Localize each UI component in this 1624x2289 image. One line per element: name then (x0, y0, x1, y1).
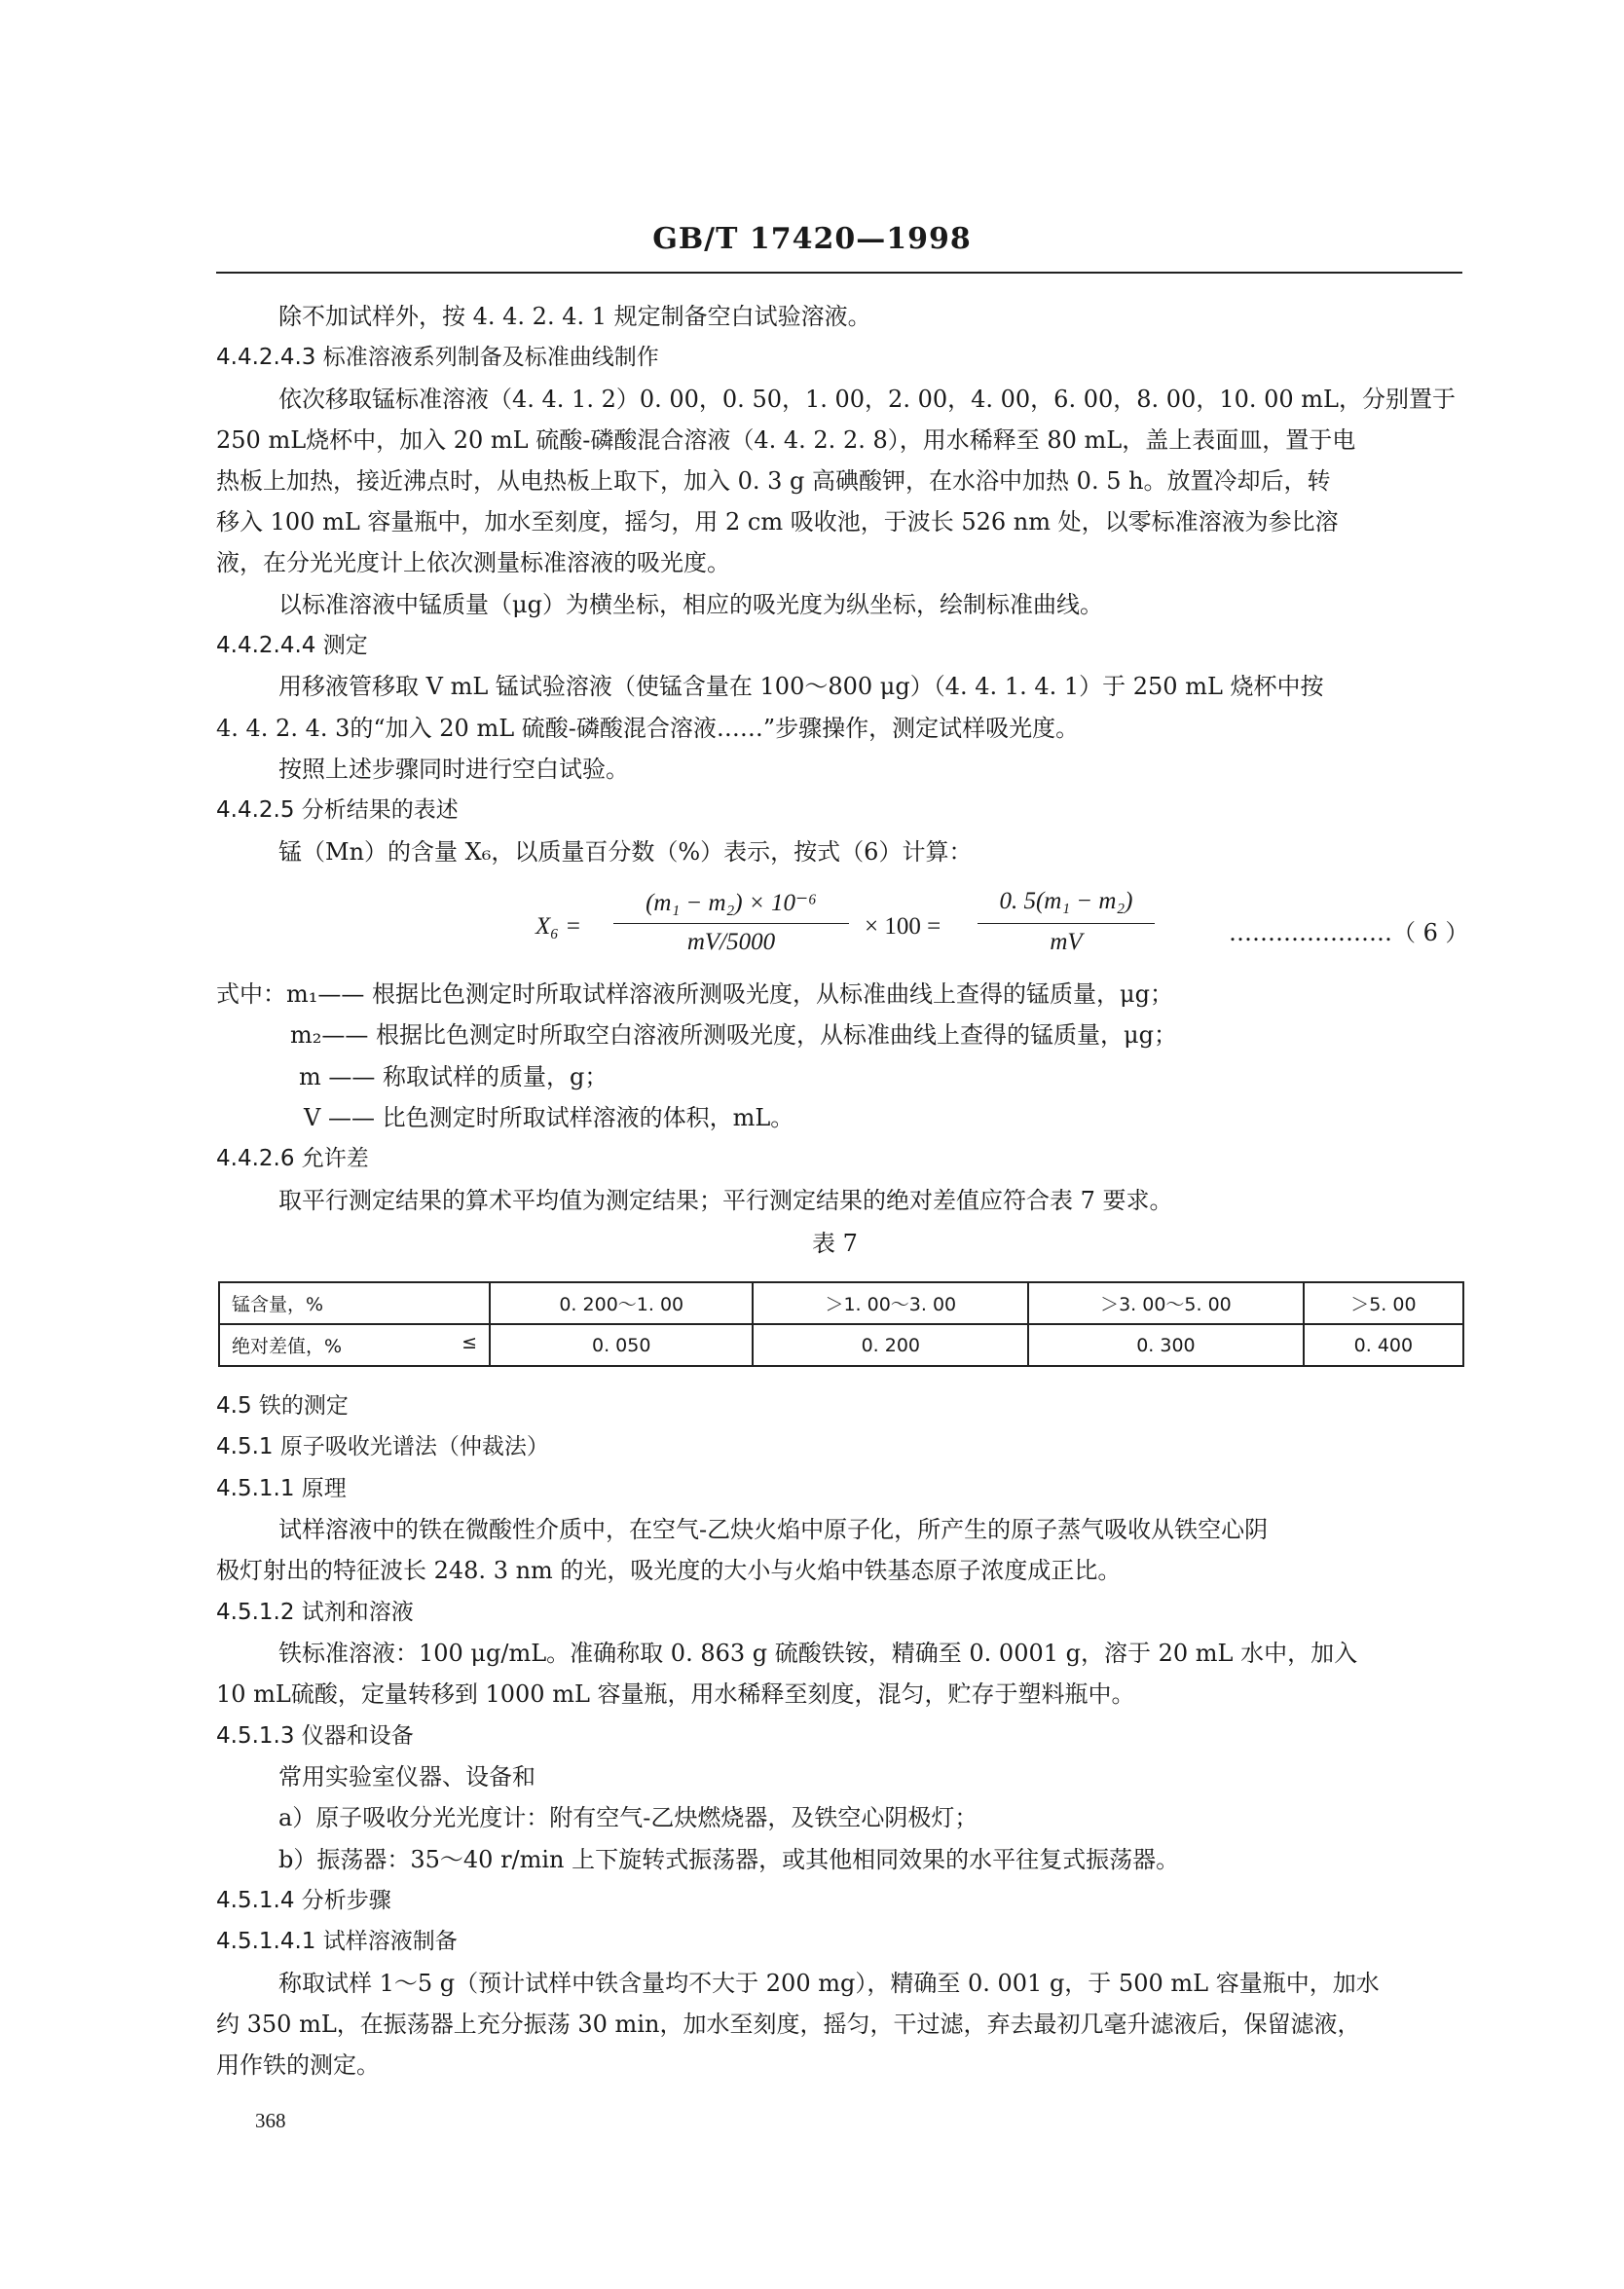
variable-definition: V —— 比色测定时所取试样溶液的体积，mL。 (304, 1104, 794, 1131)
table-cell (219, 1324, 490, 1366)
row-label: 绝对差值，% (232, 1336, 343, 1357)
variable-definition: m₂—— 根据比色测定时所取空白溶液所测吸光度，从标准曲线上查得的锰质量，μg； (290, 1021, 1177, 1049)
paragraph-line: 250 mL烧杯中，加入 20 mL 硫酸-磷酸混合溶液（4. 4. 2. 2. 8），用水稀释至 80 mL，盖上表面皿，置于电 (216, 426, 1356, 454)
paragraph-line: 取平行测定结果的算术平均值为测定结果；平行测定结果的绝对差值应符合表 7 要求。 (278, 1187, 1173, 1214)
table-title: 表 7 (812, 1230, 858, 1257)
paragraph-line: 除不加试样外，按 4. 4. 2. 4. 1 规定制备空白试验溶液。 (278, 303, 871, 330)
table-7 (218, 1281, 1464, 1367)
section-heading-4-5-1: 4.5.1 原子吸收光谱法（仲裁法） (216, 1434, 549, 1459)
paragraph-line: 约 350 mL，在振荡器上充分振荡 30 min，加水至刻度，摇匀，干过滤，弃去最初几毫升滤液后，保留滤液， (216, 2011, 1361, 2038)
section-heading-4-5-1-3: 4.5.1.3 仪器和设备 (216, 1723, 414, 1749)
table-cell: 0. 200 (753, 1324, 1028, 1366)
section-heading-4-4-2-6: 4.4.2.6 允许差 (216, 1146, 369, 1171)
formula-frac1-numerator: (m₁ − m₂) × 10⁻⁶ (646, 890, 817, 916)
formula-frac2-denominator: mV (1050, 929, 1083, 955)
formula-frac2-numerator: 0. 5(m₁ − m₂) (999, 888, 1133, 914)
table-cell: 0. 200～1. 00 (490, 1282, 753, 1324)
table-cell: 0. 400 (1304, 1324, 1463, 1366)
paragraph-line: 锰（Mn）的含量 X₆，以质量百分数（%）表示，按式（6）计算： (278, 838, 973, 866)
section-heading-4-4-2-5: 4.4.2.5 分析结果的表述 (216, 797, 459, 823)
list-item: a）原子吸收分光光度计：附有空气-乙炔燃烧器，及铁空心阴极灯； (278, 1804, 978, 1831)
formula-times-100: × 100 = (865, 913, 941, 940)
formula-lhs: X₆ = (535, 913, 582, 940)
table-cell: 锰含量，% (219, 1282, 490, 1324)
section-heading-4-5-1-4: 4.5.1.4 分析步骤 (216, 1888, 391, 1913)
list-item: b）振荡器：35～40 r/min 上下旋转式振荡器，或其他相同效果的水平往复式振荡器。 (278, 1846, 1180, 1873)
formula-frac1-denominator: mV/5000 (686, 929, 776, 955)
formula-frac1-bar (613, 923, 849, 924)
paragraph-line: 依次移取锰标准溶液（4. 4. 1. 2）0. 00，0. 50，1. 00，2. 00，4. 00，6. 00，8. 00，10. 00 mL，分别置于 (278, 386, 1456, 413)
formula-frac2-bar (978, 923, 1155, 924)
paragraph-line: 用移液管移取 V mL 锰试验溶液（使锰含量在 100～800 μg）（4. 4. 1. 4. 1）于 250 mL 烧杯中按 (278, 673, 1324, 700)
paragraph-line: 试样溶液中的铁在微酸性介质中，在空气-乙炔火焰中原子化，所产生的原子蒸气吸收从铁空心阴 (278, 1516, 1269, 1543)
paragraph-line: 移入 100 mL 容量瓶中，加水至刻度，摇匀，用 2 cm 吸收池，于波长 526 nm 处，以零标准溶液为参比溶 (216, 508, 1339, 535)
paragraph-line: 铁标准溶液：100 μg/mL。准确称取 0. 863 g 硫酸铁铵，精确至 0. 0001 g，溶于 20 mL 水中，加入 (278, 1640, 1358, 1667)
table-row (219, 1282, 1463, 1324)
table-cell: ＞3. 00～5. 00 (1028, 1282, 1304, 1324)
table-cell: ＞1. 00～3. 00 (753, 1282, 1028, 1324)
section-heading-4-5-1-1: 4.5.1.1 原理 (216, 1476, 347, 1501)
paragraph-line: 按照上述步骤同时进行空白试验。 (278, 756, 629, 783)
standard-header: GB/T 17420—1998 (652, 222, 972, 256)
table-cell: ＞5. 00 (1304, 1282, 1463, 1324)
paragraph-line: 极灯射出的特征波长 248. 3 nm 的光，吸光度的大小与火焰中铁基态原子浓度成正比。 (216, 1557, 1122, 1584)
paragraph-line: 液，在分光光度计上依次测量标准溶液的吸光度。 (216, 549, 730, 576)
variable-definition: 式中：m₁—— 根据比色测定时所取试样溶液所测吸光度，从标准曲线上查得的锰质量，μg； (216, 980, 1173, 1008)
header-rule (216, 272, 1462, 274)
paragraph-line: 以标准溶液中锰质量（μg）为横坐标，相应的吸光度为纵坐标，绘制标准曲线。 (278, 591, 1103, 618)
section-heading-4-5-1-2: 4.5.1.2 试剂和溶液 (216, 1600, 414, 1625)
formula-equation-number: …………………（ 6 ） (1229, 919, 1469, 946)
paragraph-line: 用作铁的测定。 (216, 2051, 380, 2079)
section-heading-4-4-2-4-3: 4.4.2.4.3 标准溶液系列制备及标准曲线制作 (216, 345, 659, 370)
less-equal-symbol: ≤ (461, 1332, 477, 1353)
page-number: 368 (255, 2109, 286, 2132)
table-cell: 0. 050 (490, 1324, 753, 1366)
paragraph-line: 10 mL硫酸，定量转移到 1000 mL 容量瓶，用水稀释至刻度，混匀，贮存于塑料瓶中。 (216, 1680, 1135, 1708)
paragraph-line: 常用实验室仪器、设备和 (278, 1763, 535, 1791)
section-heading-4-5-1-4-1: 4.5.1.4.1 试样溶液制备 (216, 1929, 458, 1954)
paragraph-line: 称取试样 1～5 g（预计试样中铁含量均不大于 200 mg），精确至 0. 001 g，于 500 mL 容量瓶中，加水 (278, 1970, 1380, 1997)
table-row (219, 1324, 1463, 1366)
section-heading-4-4-2-4-4: 4.4.2.4.4 测定 (216, 633, 368, 658)
paragraph-line: 热板上加热，接近沸点时，从电热板上取下，加入 0. 3 g 高碘酸钾，在水浴中加热 0. 5 h。放置冷却后，转 (216, 467, 1331, 495)
table-cell: 0. 300 (1028, 1324, 1304, 1366)
section-heading-4-5: 4.5 铁的测定 (216, 1393, 349, 1419)
variable-definition: m —— 称取试样的质量，g； (299, 1063, 609, 1090)
paragraph-line: 4. 4. 2. 4. 3的“加入 20 mL 硫酸-磷酸混合溶液……”步骤操作，测定试样吸光度。 (216, 715, 1080, 742)
